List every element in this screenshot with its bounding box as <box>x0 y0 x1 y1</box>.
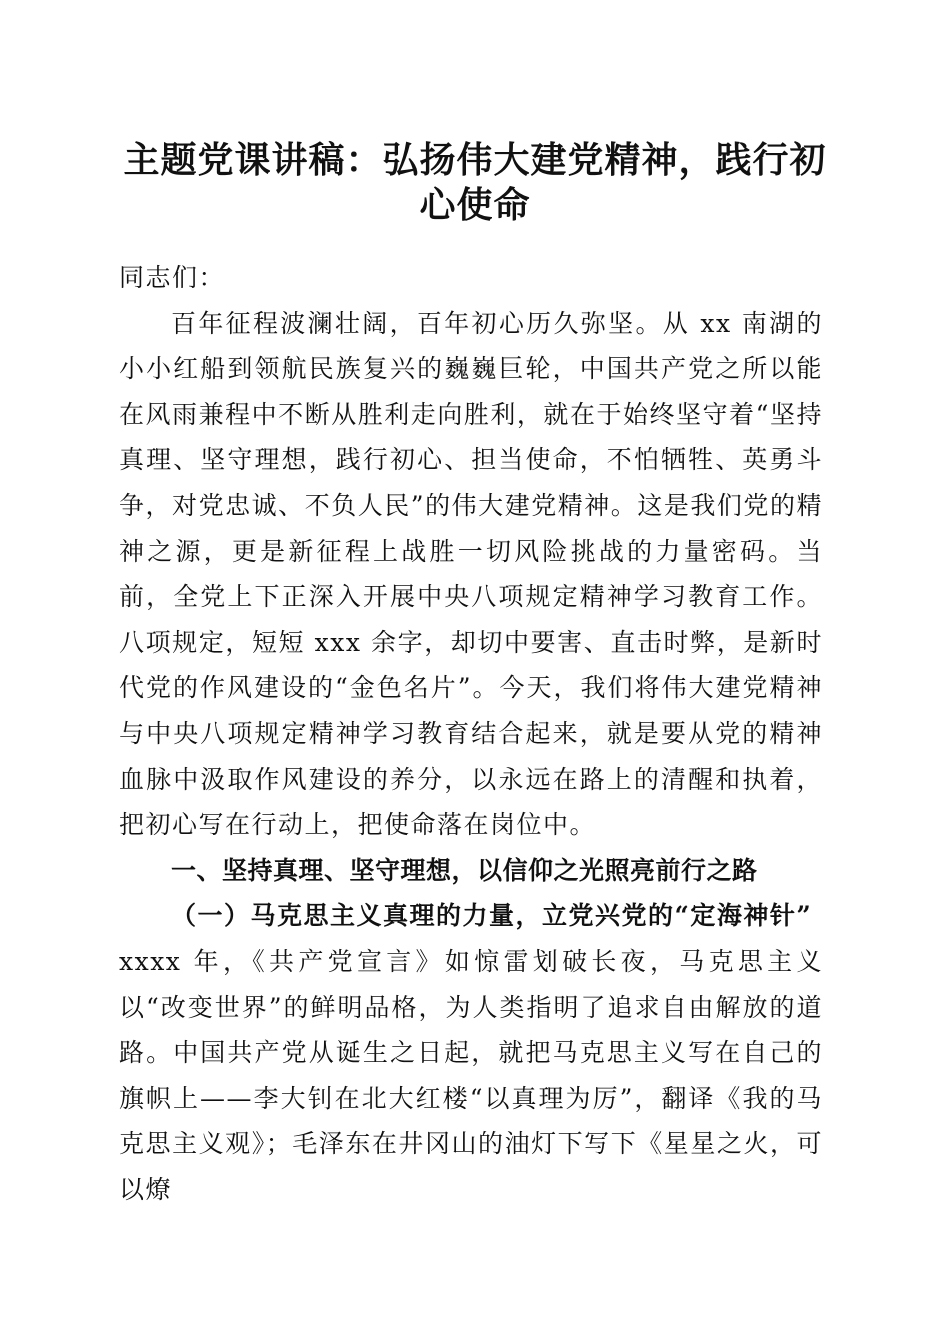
salutation: 同志们： <box>119 263 226 292</box>
document-title: 主题党课讲稿：弘扬伟大建党精神，践行初心使命 <box>123 139 827 226</box>
document-body <box>119 255 823 1212</box>
section-heading-1: 一、坚持真理、坚守理想，以信仰之光照亮前行之路 <box>171 855 758 885</box>
subsection-paragraph-1: xxxx 年，《共产党宣言》如惊雷划破长夜，马克思主义以“改变世界”的鲜明品格，为人类指明了追求自由解放的道路。中国共产党从诞生之日起，就把马克思主义写在自己的旗帜上——李大钊在北大红楼“以真理为厉”，翻译《我的马克思主义观》；毛泽东在井冈山的油灯下写下《星星之火，可以燎 <box>119 946 823 1204</box>
intro-paragraph: 百年征程波澜壮阔，百年初心历久弥坚。从 xx 南湖的小小红船到领航民族复兴的巍巍巨轮，中国共产党之所以能在风雨兼程中不断从胜利走向胜利，就在于始终坚守着“坚持真理、坚守理想，践行初心、担当使命，不怕牺牲、英勇斗争，对党忠诚、不负人民”的伟大建党精神。这是我们党的精神之源，更是新征程上战胜一切风险挑战的力量密码。当前，全党上下正深入开展中央八项规定精神学习教育工作。八项规定，短短 xxx 余字，却切中要害、直击时弊，是新时代党的作风建设的“金色名片”。今天，我们将伟大建党精神与中央八项规定精神学习教育结合起来，就是要从党的精神血脉中汲取作风建设的养分，以永远在路上的清醒和执着，把初心写在行动上，把使命落在岗位中。 <box>119 308 824 840</box>
subsection-heading-1: （一）马克思主义真理的力量，立党兴党的“定海神针” <box>171 901 813 931</box>
